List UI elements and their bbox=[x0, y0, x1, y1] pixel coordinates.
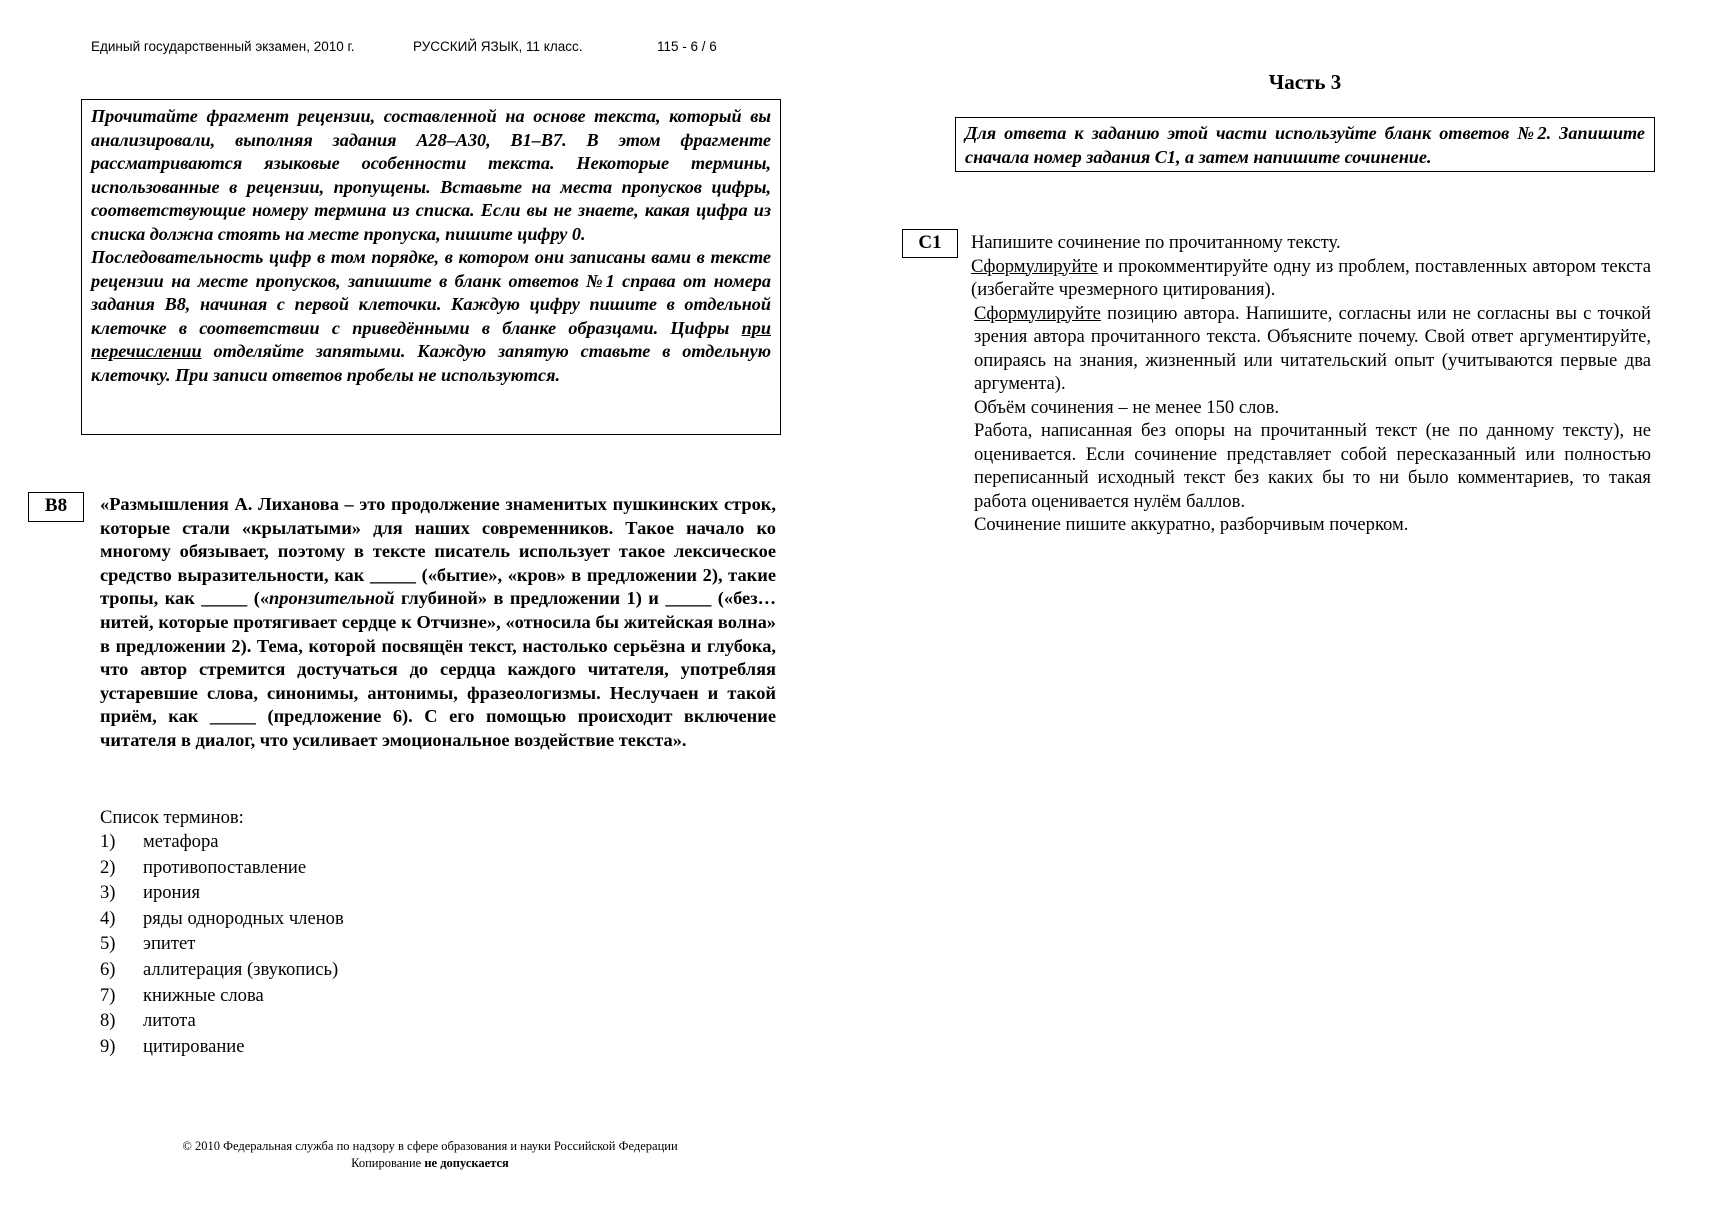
b8-text-part-1: «Размышления А. Лиханова – это продолжение знаменитых пушкинских строк, которые стали «крылатыми» для наших современников. Такое начало ко многому обязывает, поэтому в тексте писатель использует такое лексическое средство выразительности, как _____ («бытие», «кров» в предложении 2), такие тропы, как _____ (« bbox=[100, 494, 776, 609]
term-item bbox=[100, 1008, 500, 1034]
header-page-code: 115 - bbox=[657, 39, 691, 54]
term-number: 2) bbox=[100, 856, 116, 878]
term-text: ряды однородных членов bbox=[143, 907, 344, 929]
instruction-paragraph-1: Прочитайте фрагмент рецензии, составленной на основе текста, который вы анализировали, выполняя задания А28–А30, В1–В7. В этом фрагменте рассматриваются языковые особенности текста. Некоторые термины, использованные в рецензии, пропущены. Вставьте на места пропусков цифры, соответствующие номеру термина из списка. Если вы не знаете, какая цифра из списка должна стоять на месте пропуска, пишите цифру 0. bbox=[91, 106, 771, 244]
c1-line-5: Работа, написанная без опоры на прочитанный текст (не по данному тексту), не оценивается. Если сочинение представляет собой пересказанный или полностью переписанный исходный текст без каких бы то ни было комментариев, то такая работа оценивается нулём баллов. bbox=[974, 420, 1651, 512]
c1-underlined-2: Сформулируйте bbox=[974, 302, 1101, 324]
term-text: эпитет bbox=[143, 933, 196, 955]
term-number: 4) bbox=[100, 907, 116, 929]
part3-title: Часть 3 bbox=[1268, 70, 1342, 94]
term-text: аллитерация (звукопись) bbox=[143, 958, 339, 980]
footer-copy-prefix: Копирование bbox=[351, 1156, 425, 1170]
instruction-box bbox=[81, 99, 781, 435]
term-item bbox=[100, 931, 500, 957]
c1-line-6: Сочинение пишите аккуратно, разборчивым почерком. bbox=[974, 514, 1409, 535]
instruction-paragraph-2 bbox=[91, 246, 771, 387]
header-page bbox=[657, 39, 717, 54]
term-item bbox=[100, 957, 500, 983]
c1-line-2-text: и прокомментируйте одну из проблем, поставленных автором текста (избегайте чрезмерного цитирования). bbox=[971, 255, 1651, 300]
footer-copyright: © 2010 Федеральная служба по надзору в сфере образования и науки Российской Федерации bbox=[182, 1139, 678, 1153]
b8-review-text bbox=[100, 493, 776, 753]
term-text: литота bbox=[143, 1010, 196, 1032]
part3-instruction-box: Для ответа к заданию этой части используйте бланк ответов №2. Запишите сначала номер задания С1, а затем напишите сочинение. bbox=[955, 117, 1655, 172]
term-item bbox=[100, 906, 500, 932]
term-text: книжные слова bbox=[143, 984, 264, 1006]
instruction-p2-start: Последовательность цифр в том порядке, в котором они записаны вами в тексте рецензии на месте пропусков, запишите в бланк ответов №1 справа от номера задания В8, начиная с первой клеточки. Каждую цифру пишите в отдельной клеточке в соответствии с приведёнными в бланке образцами. Цифры bbox=[91, 247, 771, 338]
c1-line-2 bbox=[971, 255, 1651, 302]
term-item bbox=[100, 855, 500, 881]
instruction-p2-end: отделяйте запятыми. Каждую запятую ставьте в отдельную клеточку. При записи ответов пробелы не используются. bbox=[91, 341, 771, 385]
term-item bbox=[100, 880, 500, 906]
term-number: 5) bbox=[100, 933, 116, 955]
footer-copy-notice bbox=[100, 1155, 760, 1172]
term-item bbox=[100, 983, 500, 1009]
term-number: 7) bbox=[100, 984, 116, 1006]
c1-task-text bbox=[971, 231, 1651, 537]
header-subject: РУССКИЙ ЯЗЫК, 11 класс. bbox=[413, 39, 583, 54]
term-text: ирония bbox=[143, 882, 200, 904]
term-number: 9) bbox=[100, 1035, 116, 1057]
term-text: метафора bbox=[143, 831, 219, 852]
term-number: 1) bbox=[100, 831, 116, 852]
b8-text-part-2: глубиной» в предложении 1) и _____ («без… нитей, которые протягивает сердце к Отчизне», «относила бы житейская волна» в предложении 2). Тема, которой посвящён текст, настолько серьёзна и глубока, что автор стремится достучаться до сердца каждого читателя, употребляя устаревшие слова, синонимы, антонимы, фразеологизмы. Неслучаен и такой приём, как _____ (предложение 6). С его помощью происходит включение читателя в диалог, что усиливает эмоциональное воздействие текста». bbox=[100, 588, 776, 750]
term-number: 8) bbox=[100, 1010, 116, 1032]
term-text: цитирование bbox=[143, 1035, 245, 1057]
c1-underlined-1: Сформулируйте bbox=[971, 255, 1098, 277]
header-page-pages: 6 / 6 bbox=[690, 39, 717, 54]
instruction-underlined: при перечислении bbox=[91, 317, 771, 361]
terms-list bbox=[100, 829, 500, 1059]
term-number: 6) bbox=[100, 958, 116, 980]
task-label-c1: С1 bbox=[902, 229, 958, 258]
c1-line-4: Объём сочинения – не менее 150 слов. bbox=[974, 396, 1280, 418]
footer bbox=[100, 1138, 760, 1172]
term-item bbox=[100, 829, 500, 855]
terms-list-title: Список терминов: bbox=[100, 807, 244, 828]
term-item bbox=[100, 1034, 500, 1060]
term-text: противопоставление bbox=[143, 856, 307, 878]
task-label-b8: В8 bbox=[28, 492, 84, 522]
c1-line-3-text: позицию автора. Напишите, согласны или не согласны вы с точкой зрения автора прочитанного текста. Объясните почему. Свой ответ аргументируйте, опираясь на знания, жизненный или читательский опыт (учитываются первые два аргумента). bbox=[974, 302, 1651, 394]
b8-text-italic: пронзительной bbox=[269, 588, 395, 609]
c1-line-3 bbox=[971, 302, 1651, 396]
footer-copy-bold: не допускается bbox=[424, 1156, 509, 1170]
c1-line-1: Напишите сочинение по прочитанному тексту. bbox=[971, 232, 1341, 253]
header-exam: Единый государственный экзамен, 2010 г. bbox=[91, 39, 355, 54]
term-number: 3) bbox=[100, 882, 116, 904]
